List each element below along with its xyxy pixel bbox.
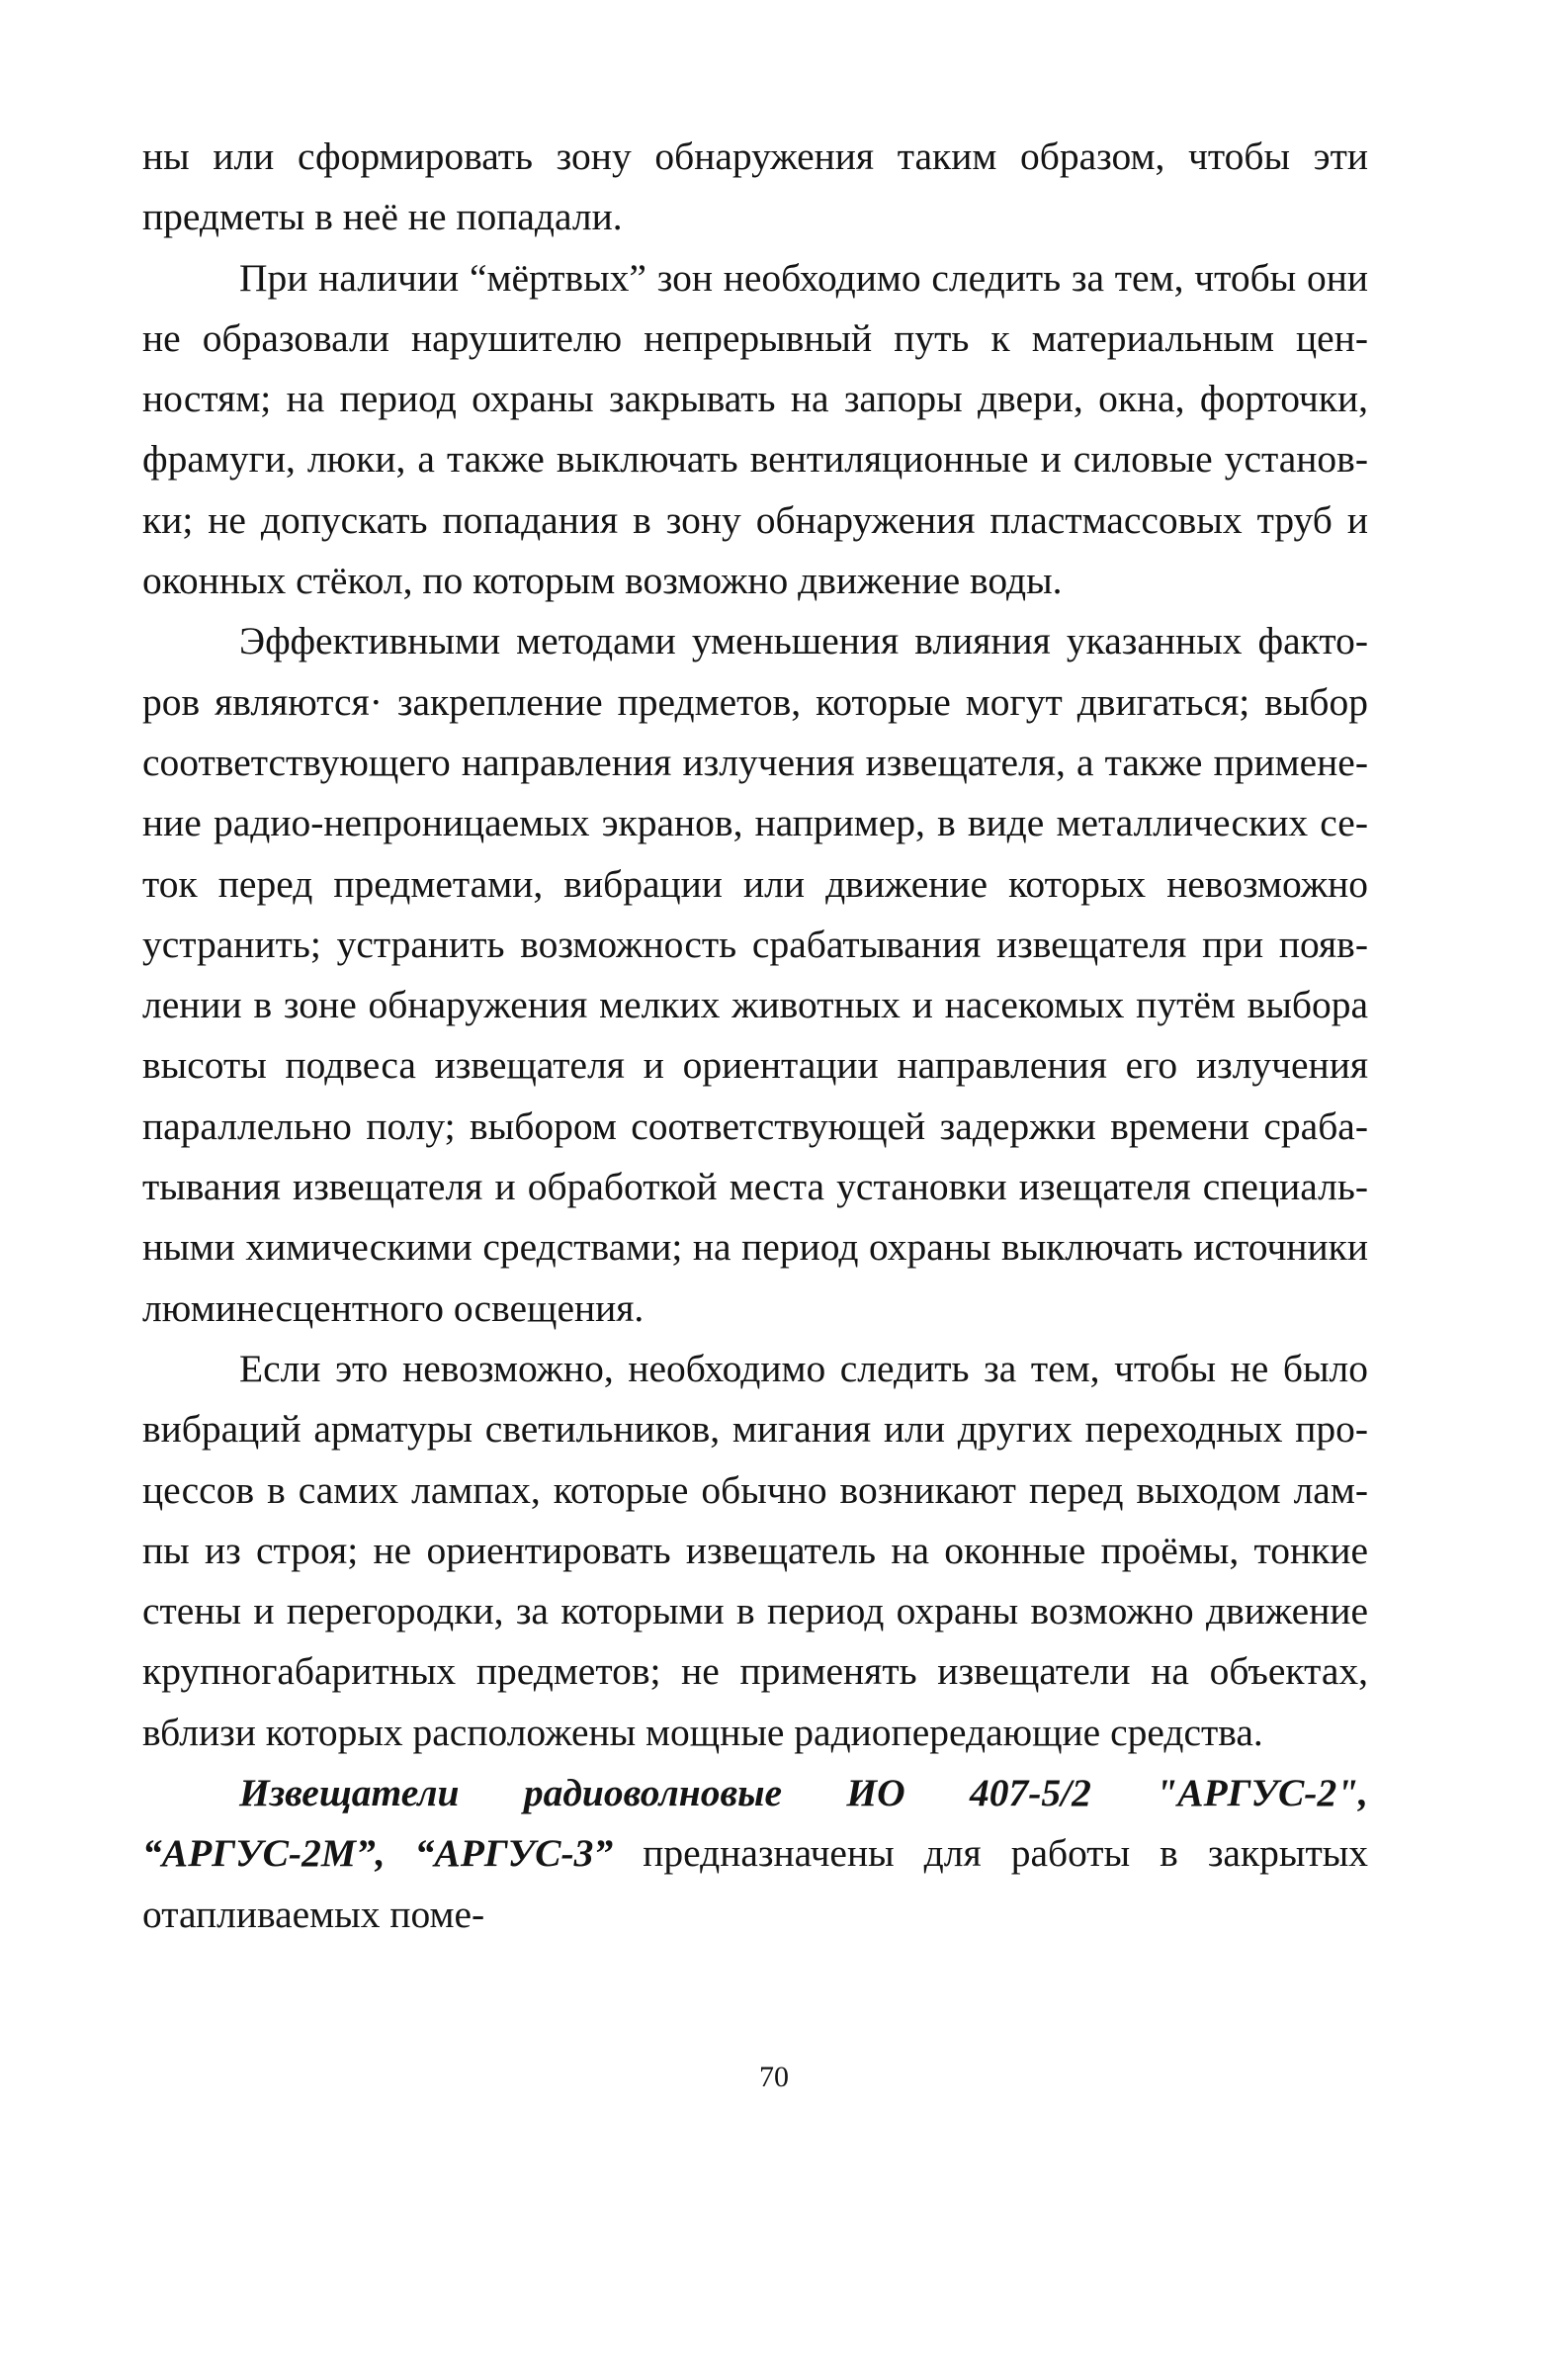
page-number: 70 [759, 2061, 789, 2093]
paragraph-1: ны или сформировать зону обнаружения таким образом, чтобы эти предметы в неё не попадали. [142, 134, 1368, 239]
paragraph-5 [142, 1763, 1368, 1945]
document-page [142, 127, 1368, 1945]
product-name-emphasis: Извещатели радиоволновые ИО 407-5/2 "АРГУС-2", “АРГУС-2М”, “АРГУС-3” [142, 1771, 1368, 1876]
paragraph-4: Если это невозможно, необходимо следить за тем, чтобы не было вибраций арматуры светильников, мигания или других переходных процессов в самих лампах, которые обычно возникают перед выходом лампы из строя; не ориентировать извещатель на оконные проёмы, тонкие стены и перегородки, за которыми в период охраны возможно движение крупногабаритных предметов; не применять извещатели на объектах, вблизи которых расположены мощные радиопередающие средства. [142, 1346, 1368, 1754]
paragraph-3: Эффективными методами уменьшения влияния указанных факторов являются· закрепление предметов, которые могут двигаться; выбор соответствующего направления излучения извещателя, а также применение радио-непроницаемых экранов, например, в виде металлических сеток перед предметами, вибрации или движение которых невозможно устранить; устранить возможность срабатывания извещателя при появлении в зоне обнаружения мелких животных и насекомых путём выбора высоты подвеса извещателя и ориентации направления его излучения параллельно полу; выбором соответствующей задержки времени срабатывания извещателя и обработкой места установки изещателя специальными химическими средствами; на период охраны выключать источники люминесцентного освещения. [142, 619, 1368, 1330]
paragraph-2: При наличии “мёртвых” зон необходимо следить за тем, чтобы они не образовали нарушителю непрерывный путь к материальным ценностям; на период охраны закрывать на запоры двери, окна, форточки, фрамуги, люки, а также выключать вентиляционные и силовые установки; не допускать попадания в зону обнаружения пластмассовых труб и оконных стёкол, по которым возможно движение воды. [142, 255, 1368, 603]
paragraph-5-text: предназначены для работы в закрытых отапливаемых поме- [142, 1831, 1368, 1936]
